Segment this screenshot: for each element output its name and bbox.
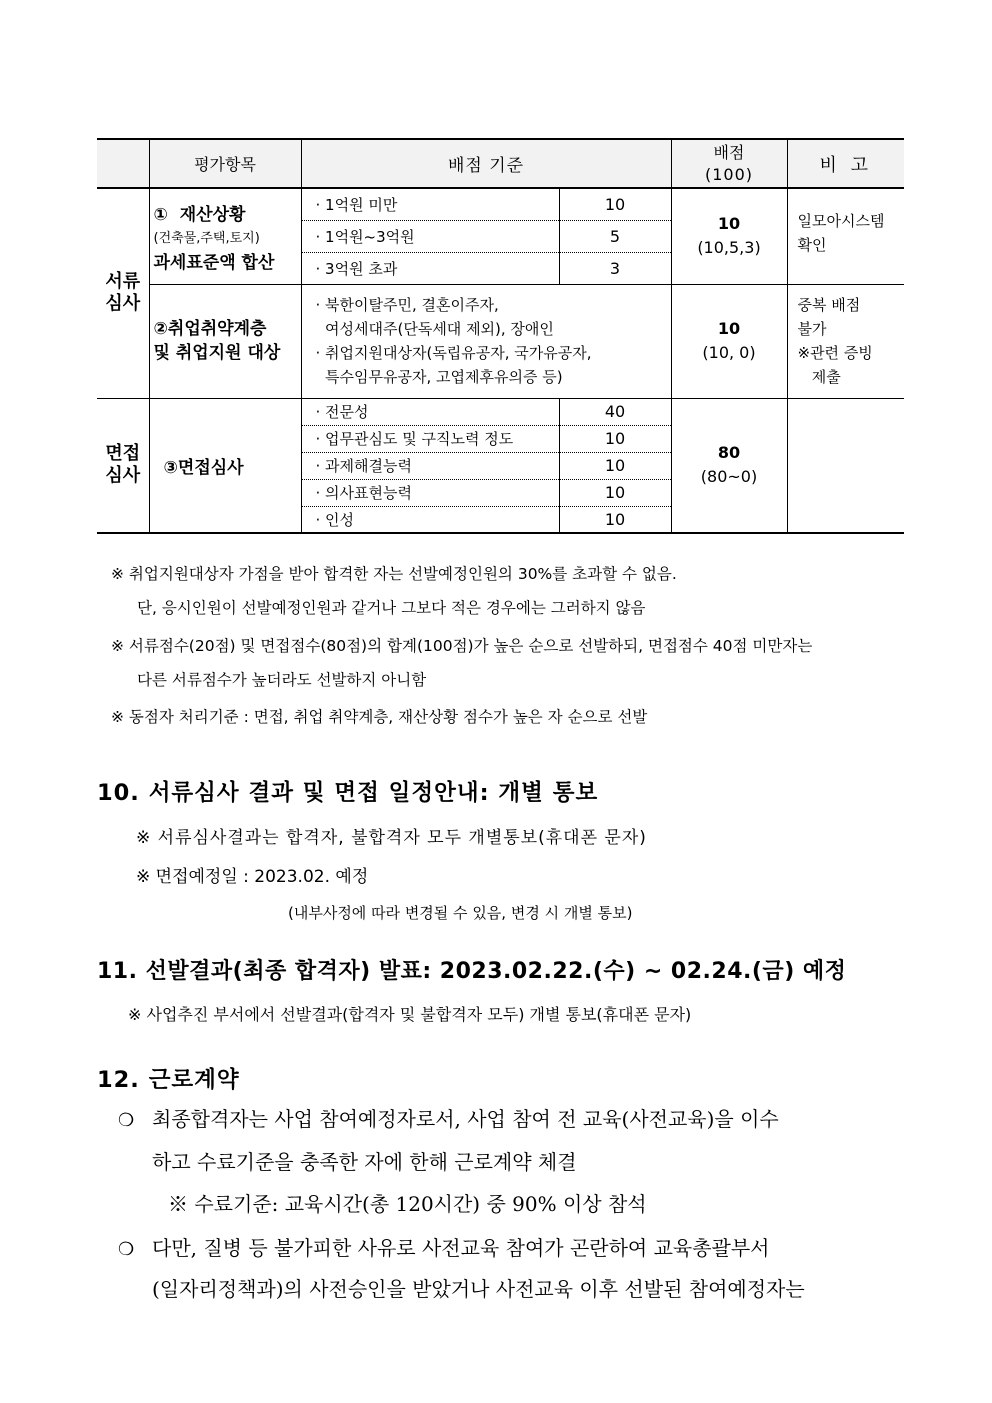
bullet-sub-note: ※ 수료기준: 교육시간(총 120시간) 중 90% 이상 참석: [168, 1192, 647, 1216]
section-10-note: ※ 면접예정일 : 2023.02. 예정: [136, 867, 369, 887]
remark-property: 일모아시스템 확인: [797, 212, 885, 254]
header-criteria: 배점 기준: [301, 139, 671, 188]
section-10-title: 10. 서류심사 결과 및 면접 일정안내: 개별 통보: [97, 780, 599, 806]
item-vulnerable: ②취업취약계층 및 취업지원 대상: [149, 284, 301, 398]
note-line: 다른 서류점수가 높더라도 선발하지 아니함: [137, 671, 427, 689]
bullet-item: [118, 1232, 770, 1261]
note-line: ※ 취업지원대상자 가점을 받아 합격한 자는 선발예정인원의 30%를 초과할 수 없음.: [111, 565, 677, 583]
bullet-continuation: 하고 수료기준을 충족한 자에 한해 근로계약 체결: [152, 1150, 577, 1174]
criterion-line: · 취업지원대상자(독립유공자, 국가유공자,: [315, 344, 592, 362]
bullet-icon: ❍: [118, 1239, 135, 1260]
header-points-line1: 배점: [713, 142, 745, 162]
criterion-cell: · 인성: [301, 506, 559, 533]
criteria-vulnerable: [301, 284, 671, 398]
section-12-title: 12. 근로계약: [97, 1067, 240, 1093]
points-cell: 5: [559, 220, 671, 252]
points-cell: 10: [559, 479, 671, 506]
item-property-subtitle: (건축물,주택,토지): [153, 230, 260, 246]
points-cell: 3: [559, 252, 671, 284]
criterion-cell: · 1억원~3억원: [301, 220, 559, 252]
points-cell: 10: [559, 452, 671, 479]
bullet-continuation: (일자리정책과)의 사전승인을 받았거나 사전교육 이후 선발된 참여예정자는: [152, 1277, 805, 1301]
category-document: 서류 심사: [97, 188, 149, 398]
item-property-title2: 과세표준액 합산: [153, 252, 275, 273]
criterion-line: 여성세대주(단독세대 제외), 장애인: [315, 320, 554, 338]
points-cell: 10: [559, 188, 671, 220]
remark-vulnerable: 중복 배점 불가 ※관련 증빙 제출: [787, 284, 904, 398]
bullet-text: 다만, 질병 등 불가피한 사유로 사전교육 참여가 곤란하여 교육총괄부서: [152, 1236, 770, 1260]
criterion-cell: · 과제해결능력: [301, 452, 559, 479]
section-11-note: ※ 사업추진 부서에서 선발결과(합격자 및 불합격자 모두) 개별 통보(휴대폰 문자): [128, 1005, 692, 1024]
header-item: 평가항목: [149, 139, 301, 188]
remark-interview: [787, 398, 904, 533]
criterion-cell: · 1억원 미만: [315, 195, 398, 214]
section-10-note: (내부사정에 따라 변경될 수 있음, 변경 시 개별 통보): [288, 904, 633, 922]
note-line: 단, 응시인원이 선발예정인원과 같거나 그보다 적은 경우에는 그러하지 않음: [137, 599, 646, 617]
category-interview: 면접 심사: [97, 398, 149, 533]
evaluation-table: [97, 138, 904, 534]
score-value: 80: [717, 443, 741, 463]
table-row: [97, 188, 904, 220]
score-interview: [671, 398, 787, 533]
score-value: 10: [717, 319, 741, 338]
bullet-item: [118, 1103, 779, 1132]
header-points-line2: (100): [704, 164, 754, 184]
points-cell: 10: [559, 506, 671, 533]
score-detail: (10, 0): [702, 343, 756, 362]
header-points: [671, 139, 787, 188]
table-row: [97, 284, 904, 398]
section-11-title: 11. 선발결과(최종 합격자) 발표: 2023.02.22.(수) ~ 02.24.(금) 예정: [97, 959, 847, 984]
points-cell: 40: [559, 398, 671, 425]
table-header-row: [97, 139, 904, 188]
score-detail: (80~0): [700, 467, 758, 487]
note-line: ※ 동점자 처리기준 : 면접, 취업 취약계층, 재산상황 점수가 높은 자 순으로 선발: [111, 708, 648, 726]
section-10-note: ※ 서류심사결과는 합격자, 불합격자 모두 개별통보(휴대폰 문자): [136, 828, 647, 848]
item-property: [149, 188, 301, 284]
item-property-title: ① 재산상황: [153, 204, 246, 225]
score-detail: (10,5,3): [697, 238, 761, 258]
criterion-cell: · 의사표현능력: [301, 479, 559, 506]
criterion-cell: · 3억원 초과: [301, 252, 559, 284]
criterion-cell: · 업무관심도 및 구직노력 정도: [301, 425, 559, 452]
bullet-text: 최종합격자는 사업 참여예정자로서, 사업 참여 전 교육(사전교육)을 이수: [152, 1107, 779, 1131]
score-value: 10: [717, 214, 741, 234]
note-line: ※ 서류점수(20점) 및 면접점수(80점)의 합계(100점)가 높은 순으로 선발하되, 면접점수 40점 미만자는: [111, 637, 813, 655]
criterion-line: 특수임무유공자, 고엽제후유의증 등): [315, 368, 563, 386]
header-remarks: 비 고: [787, 139, 904, 188]
score-property: [671, 188, 787, 284]
score-vulnerable: [671, 284, 787, 398]
criterion-line: · 북한이탈주민, 결혼이주자,: [315, 296, 499, 314]
bullet-icon: ❍: [118, 1110, 135, 1131]
criterion-cell: · 전문성: [301, 398, 559, 425]
item-interview: ③면접심사: [149, 398, 301, 533]
table-row: [97, 398, 904, 425]
points-cell: 10: [559, 425, 671, 452]
